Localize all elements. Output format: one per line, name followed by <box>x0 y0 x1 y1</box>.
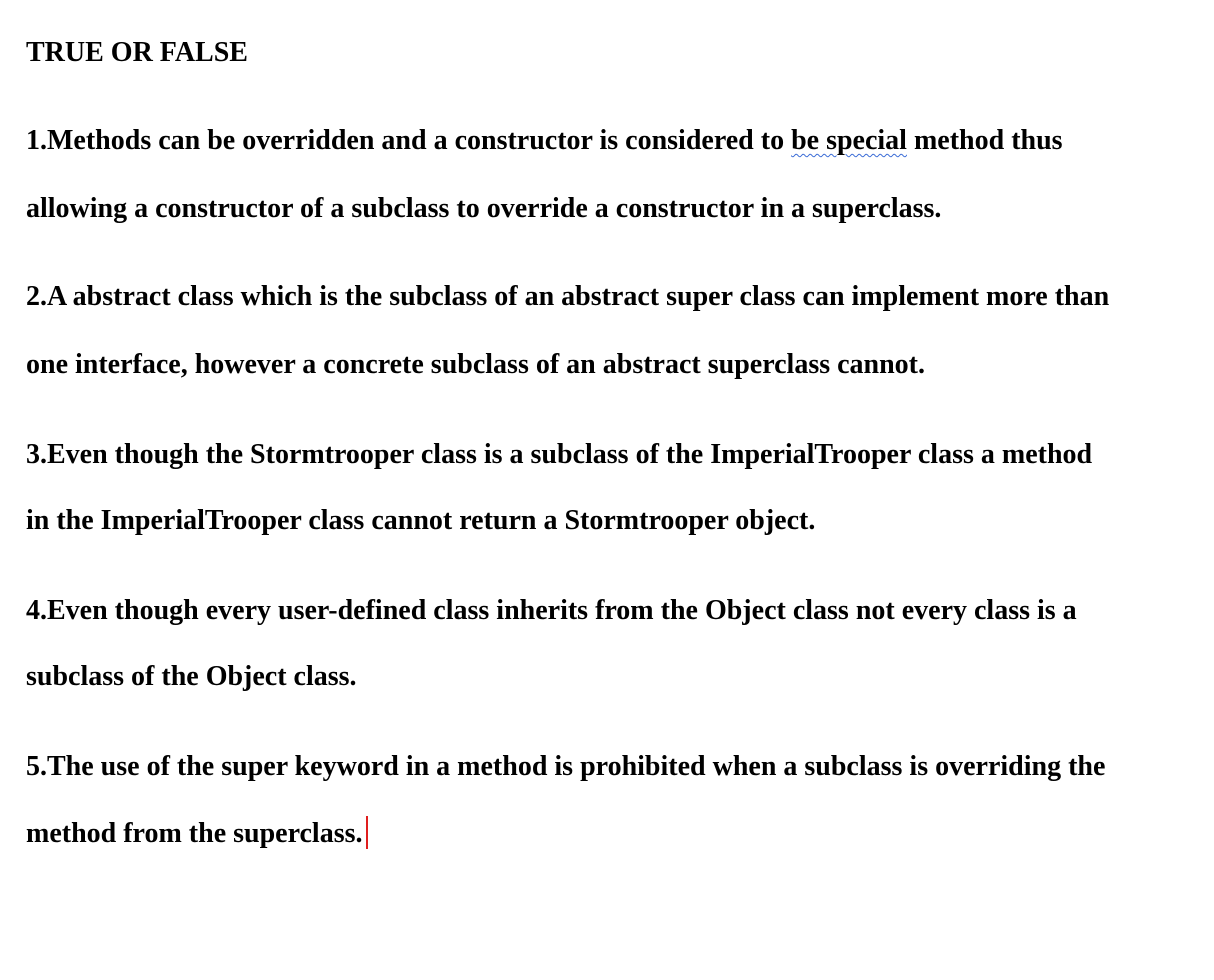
question-3-line-1: 3.Even though the Stormtrooper class is a subclass of the ImperialTrooper class a method <box>26 439 1093 470</box>
question-5-line-2 <box>26 816 368 851</box>
question-3-line-2: in the ImperialTrooper class cannot return a Stormtrooper object. <box>26 505 816 536</box>
question-1-line-2: allowing a constructor of a subclass to override a constructor in a superclass. <box>26 193 942 224</box>
question-2-line-1: 2.A abstract class which is the subclass of an abstract super class can implement more than <box>26 281 1110 312</box>
question-4-line-1: 4.Even though every user-defined class inherits from the Object class not every class is a <box>26 595 1077 626</box>
question-4-line-2: subclass of the Object class. <box>26 661 357 692</box>
document-heading: TRUE OR FALSE <box>26 37 248 68</box>
text-cursor <box>366 816 368 849</box>
question-5-text-end: method from the superclass. <box>26 818 363 849</box>
question-5-line-1: 5.The use of the super keyword in a method is prohibited when a subclass is overriding the <box>26 751 1106 782</box>
question-1-text-start: 1.Methods can be overridden and a constructor is considered to <box>26 125 792 156</box>
question-1-text-end: method thus <box>906 125 1063 156</box>
question-1-line-1 <box>26 124 1063 158</box>
question-2-line-2: one interface, however a concrete subclass of an abstract superclass cannot. <box>26 349 926 380</box>
grammar-flagged-phrase[interactable]: be special <box>791 125 907 156</box>
